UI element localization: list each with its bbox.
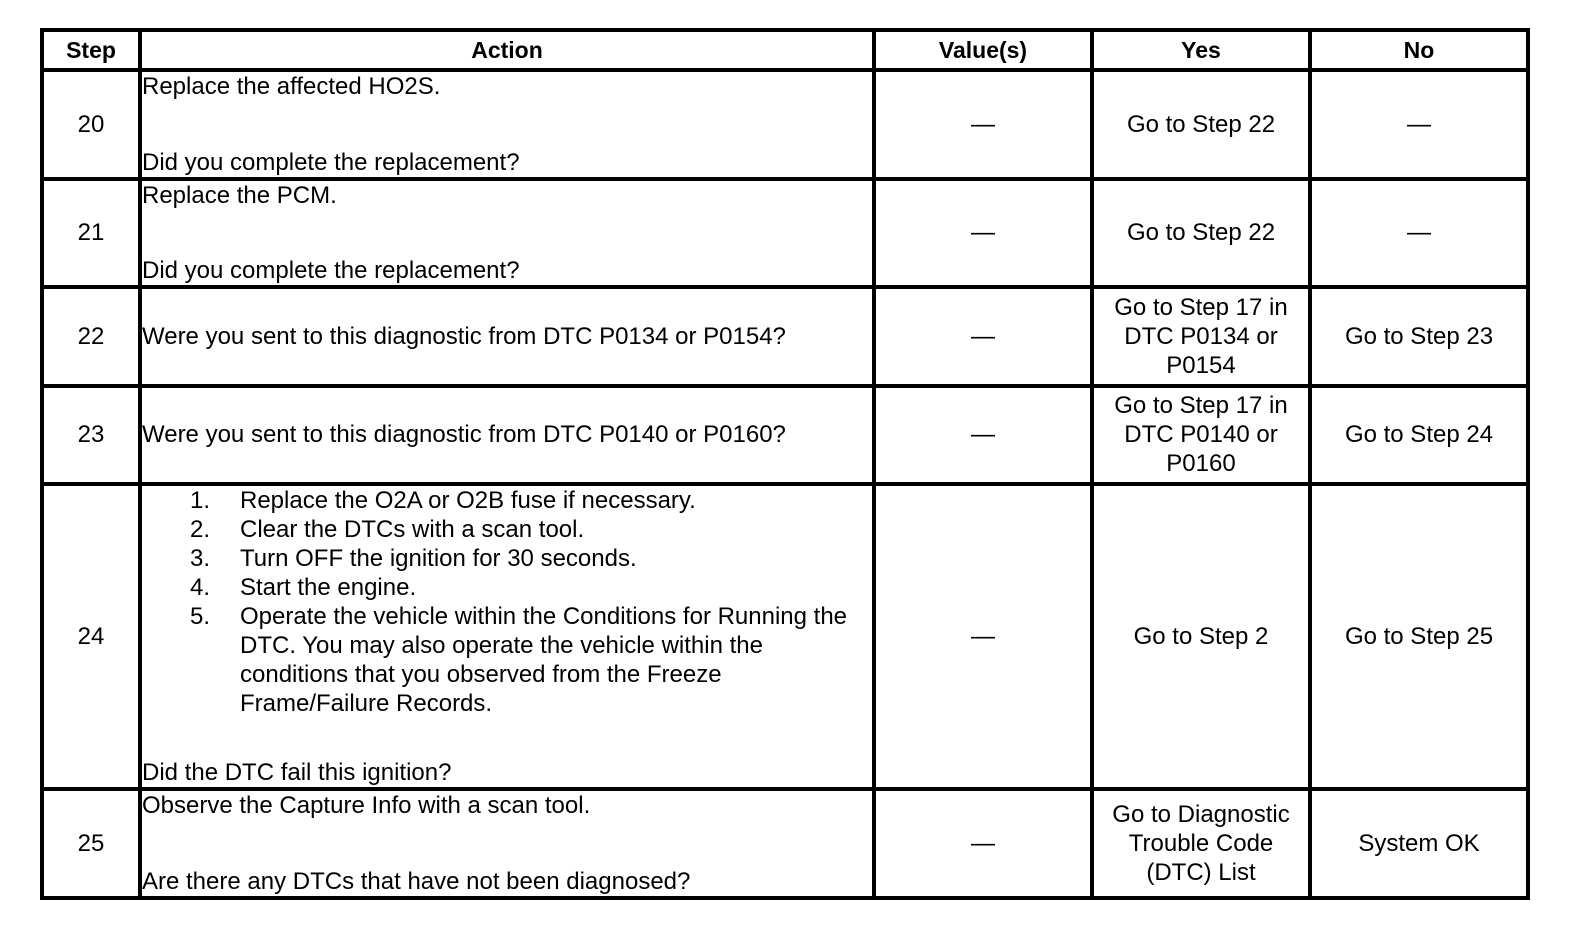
action-question: Did you complete the replacement? — [142, 148, 520, 176]
no-text: Go to Step 25 — [1344, 623, 1494, 651]
action-cell — [140, 789, 874, 898]
yes-cell — [1092, 386, 1310, 484]
header-step: Step — [42, 30, 140, 70]
step-number: 25 — [42, 789, 140, 898]
no-text: — — [1407, 110, 1431, 138]
yes-text: Go to Step 22 — [1126, 110, 1276, 138]
table-row — [42, 386, 1528, 484]
step-number: 21 — [42, 179, 140, 288]
table-row — [42, 179, 1528, 288]
diagnostic-table — [40, 28, 1530, 900]
value-cell — [874, 386, 1092, 484]
action-cell — [140, 179, 874, 288]
no-cell — [1310, 386, 1528, 484]
procedure-step: Turn OFF the ignition for 30 seconds. — [240, 544, 637, 572]
value-dash: — — [971, 219, 995, 247]
no-text: System OK — [1358, 830, 1480, 858]
step-number: 22 — [42, 287, 140, 385]
no-cell — [1310, 484, 1528, 789]
action-question: Did the DTC fail this ignition? — [142, 759, 452, 787]
procedure-step: Start the engine. — [240, 573, 417, 601]
yes-text: Go to Step 2 — [1133, 623, 1269, 651]
yes-cell — [1092, 287, 1310, 385]
header-row — [42, 30, 1528, 70]
table-row — [42, 287, 1528, 385]
header-action: Action — [140, 30, 874, 70]
step-number: 24 — [42, 484, 140, 789]
table-row — [42, 484, 1528, 789]
value-cell — [874, 287, 1092, 385]
procedure-step: Clear the DTCs with a scan tool. — [240, 515, 585, 543]
yes-text: Go to Diagnostic Trouble Code (DTC) List — [1112, 801, 1290, 887]
action-text: Replace the PCM. — [142, 181, 337, 209]
value-cell — [874, 789, 1092, 898]
procedure-step: Replace the O2A or O2B fuse if necessary. — [240, 486, 696, 514]
header-no: No — [1310, 30, 1528, 70]
action-cell — [140, 386, 874, 484]
yes-cell — [1092, 70, 1310, 179]
header-values: Value(s) — [874, 30, 1092, 70]
no-text: — — [1407, 219, 1431, 247]
action-question: Did you complete the replacement? — [142, 257, 520, 285]
no-cell — [1310, 789, 1528, 898]
no-cell — [1310, 287, 1528, 385]
value-dash: — — [971, 623, 995, 651]
procedure-step: Operate the vehicle within the Conditions for Running the DTC. You may also operate the vehicle within the conditions that you observed from the Freeze Frame/Failure Records. — [240, 602, 848, 717]
value-dash: — — [971, 110, 995, 138]
action-cell — [140, 287, 874, 385]
action-question: Are there any DTCs that have not been diagnosed? — [142, 868, 691, 895]
action-text: Observe the Capture Info with a scan tool. — [142, 792, 591, 820]
yes-cell — [1092, 179, 1310, 288]
action-cell — [140, 484, 874, 789]
table-row — [42, 70, 1528, 179]
value-cell — [874, 70, 1092, 179]
action-question: Were you sent to this diagnostic from DTC P0134 or P0154? — [142, 322, 786, 350]
value-cell — [874, 179, 1092, 288]
no-text: Go to Step 24 — [1344, 421, 1494, 449]
yes-text: Go to Step 22 — [1126, 219, 1276, 247]
yes-cell — [1092, 484, 1310, 789]
no-cell — [1310, 179, 1528, 288]
procedure-list — [142, 486, 872, 718]
value-dash: — — [971, 322, 995, 350]
yes-cell — [1092, 789, 1310, 898]
value-dash: — — [971, 421, 995, 449]
yes-text: Go to Step 17 in DTC P0134 or P0154 — [1114, 293, 1288, 379]
action-question: Were you sent to this diagnostic from DTC P0140 or P0160? — [142, 421, 786, 449]
step-number: 20 — [42, 70, 140, 179]
action-text: Replace the affected HO2S. — [142, 73, 441, 100]
action-cell — [140, 70, 874, 179]
step-number: 23 — [42, 386, 140, 484]
header-yes: Yes — [1092, 30, 1310, 70]
value-dash: — — [971, 830, 995, 858]
yes-text: Go to Step 17 in DTC P0140 or P0160 — [1114, 392, 1288, 478]
no-cell — [1310, 70, 1528, 179]
no-text: Go to Step 23 — [1344, 322, 1494, 350]
value-cell — [874, 484, 1092, 789]
table-row — [42, 789, 1528, 898]
